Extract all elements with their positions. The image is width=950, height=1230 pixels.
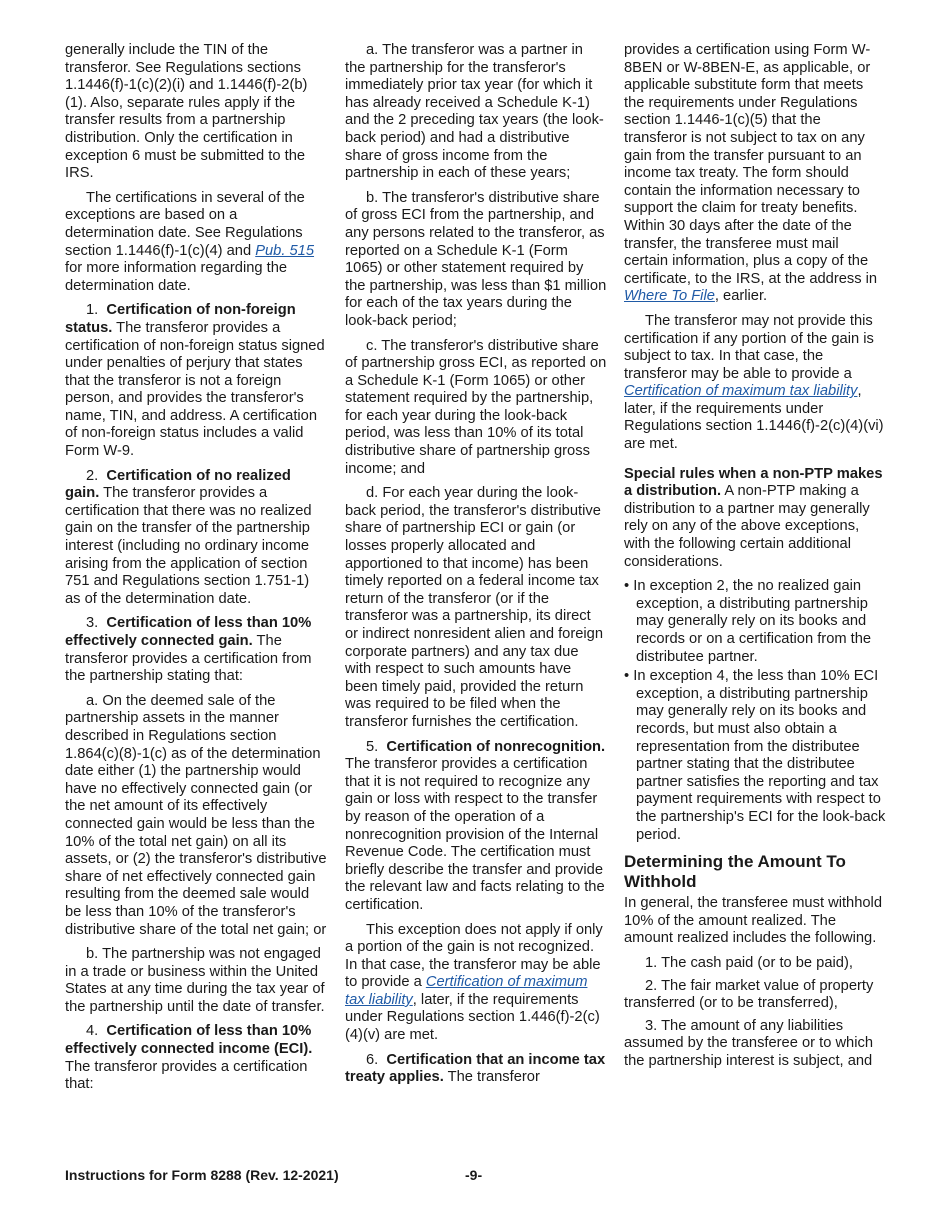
exception-2-text: The transferor provides a certification that there was no realized gain on the transfer of the partnership interest (including no ordinary income arising from the application of section 751 and Regulations section 1.751-1) as of the determination date. (65, 485, 312, 607)
exception-3 (65, 615, 327, 685)
exception-6-cont-a: provides a certification using Form W-8BEN or W-8BEN-E, as applicable, or applicable substitute form that meets the requirements under Regulations section 1.1446-1(c)(5) that the transferor is not subject to tax on any gain from the transfer pursuant to an income tax treaty. The form should contain the information necessary to support the claim for treaty benefits. Within 30 days after the date of the transfer, the transferee must mail certain information, plus a copy of the certificate, to the IRS, at the address in (624, 42, 878, 287)
amount-intro: In general, the transferee must withhold 10% of the amount realized. The amount realized includes the following. (624, 895, 882, 947)
exception-3-number: 3. (86, 615, 99, 632)
exception-1-text: The transferor provides a certification of non-foreign status signed under penalties of perjury that states that the transferor is not a foreign person, and provides the transferor's name, TIN, and address. A certification of non-foreign status includes a valid Form W-9. (65, 319, 325, 460)
special-rules-text: A non-PTP making a distribution to a partner may generally rely on any of the above exceptions, with the following certain additional considerations. (624, 483, 870, 570)
where-to-file-link[interactable]: Where To File (624, 288, 715, 305)
exception-6 (345, 1052, 607, 1087)
amount-item-3: 3. The amount of any liabilities assumed by the transferee or to which the partnership interest is subject, and (624, 1017, 873, 1069)
section-heading: Determining the Amount To Withhold (624, 852, 846, 892)
exception-4-text: The transferor provides a certification that: (65, 1058, 308, 1093)
pub-515-link[interactable]: Pub. 515 (255, 242, 315, 259)
exception-1-title: Certification of non-foreign status. (65, 302, 296, 336)
certifications-text-a: The certifications in several of the exceptions are based on a determination date. See Regulations section 1.1446(f)-1(c)(4) and (65, 189, 305, 259)
special-rules (624, 466, 886, 572)
max-tax-liability-link[interactable]: Certification of maximum tax liability (345, 974, 588, 1008)
exception-4-title: Certification of less than 10% effectively connected income (ECI). (65, 1023, 313, 1058)
exception-6-note (624, 313, 886, 454)
exception-4-number: 4. (86, 1023, 99, 1040)
exception-1 (65, 302, 327, 460)
exception-5-note-a: This exception does not apply if only a portion of the gain is not recognized. In that case, the transferor may be able to provide a (345, 921, 603, 991)
exception-4-item-d: d. For each year during the look-back period, the transferor's distributive share of partnership ECI or gain (or losses properly allocated and apportioned to that income) has been timely reported on a federal income tax return of the transferor (or if the transferor was a partnership, its direct or indirect nonresident alien and foreign corporate partners) and any tax due with respect to such amounts have been timely paid, provided the return was required to be filed when the transferor furnishes the certification. (345, 485, 604, 730)
bullet-text-2: In exception 4, the less than 10% ECI exception, a distributing partnership may generally rely on its books and records, but must also obtain a representation from the distributee partner stating that the distributee partner satisfies the reporting and tax payment requirements with respect to the partnership's ECI for the look-back period. (633, 668, 886, 843)
page-footer (65, 1167, 885, 1187)
exception-6-text: The transferor (443, 1069, 540, 1086)
exception-5-note (345, 922, 607, 1045)
exception-6-note-b: , later, if the requirements under Regulations section 1.1446(f)-2(c)(4)(vi) are met. (624, 383, 884, 453)
exception-6-number: 6. (366, 1051, 379, 1068)
exception-4-item-a: a. The transferor was a partner in the partnership for the transferor's immediately prior tax year (for which it has already received a Schedule K-1) and the 2 preceding tax years (the look-back period) and had a distributive share of gross income from the partnership in each of these years; (345, 42, 604, 182)
paragraph-continued: generally include the TIN of the transferor. See Regulations sections 1.1446(f)-1(c)(2)(i) and 1.1446(f)-2(b)(1). Also, separate rules apply if the transfer results from a partnership distribution. Only the certification in exception 6 must be submitted to the IRS. (65, 42, 308, 182)
exception-6-note-a: The transferor may not provide this certification if any portion of the gain is subject to tax. In that case, the transferor may be able to provide a (624, 312, 874, 382)
exception-3-item-b: b. The partnership was not engaged in a trade or business within the United States at any time during the tax year of the partnership until the date of transfer. (65, 946, 325, 1015)
exception-5-title: Certification of nonrecognition. (386, 738, 606, 755)
bullet-icon: • (624, 578, 630, 595)
paragraph-certifications (65, 190, 327, 296)
exception-4 (65, 1023, 327, 1093)
exception-2-number: 2. (86, 467, 99, 484)
bullet-text-1: In exception 2, the no realized gain exception, a distributing partnership may generally rely on its books and records or on a certification from the distributee partner. (633, 578, 872, 665)
footer-form-title: Instructions for Form 8288 (Rev. 12-2021) (65, 1167, 339, 1183)
certifications-text-b: for more information regarding the determination date. (65, 260, 288, 294)
exception-3-title: Certification of less than 10% effectively connected gain. (65, 615, 312, 649)
exception-6-continued (624, 42, 886, 306)
exception-5-note-b: , later, if the requirements under Regulations section 1.446(f)-2(c)(4)(v) are met. (345, 991, 600, 1044)
exception-5 (345, 739, 607, 915)
column-3 (624, 42, 886, 1075)
bullet-item-2 (624, 668, 886, 844)
max-tax-liability-link-2[interactable]: Certification of maximum tax liability (624, 383, 858, 400)
exception-4-item-c: c. The transferor's distributive share of partnership gross ECI, as reported on a Schedule K-1 (Form 1065) or other statement required by the partnership, for each year during the look-back period, was less than 10% of its total distributive share of partnership gross income; and (345, 337, 607, 477)
exception-5-number: 5. (366, 738, 379, 755)
exception-2-title: Certification of no realized gain. (65, 467, 291, 502)
exception-6-cont-b: , earlier. (714, 288, 768, 305)
amount-item-2: 2. The fair market value of property transferred (or to be transferred), (624, 977, 874, 1012)
amount-item-1: 1. The cash paid (or to be paid), (645, 954, 853, 971)
column-2 (345, 42, 607, 1094)
page-number: -9- (465, 1167, 483, 1183)
exception-2 (65, 468, 327, 609)
special-rules-title: Special rules when a non-PTP makes a distribution. (624, 465, 883, 500)
exception-3-text: The transferor provides a certification from the partnership stating that: (65, 633, 312, 685)
exception-3-item-a: a. On the deemed sale of the partnership assets in the manner described in Regulations section 1.864(c)(8)-1(c) as of the determination date either (1) the partnership would have no effectively connected gain (or the net amount of its effectively connected gain would be less than the 10% of the total net gain) on all its assets, or (2) the transferor's distributive share of net effectively connected gain resulting from the deemed sale would be less than 10% of the transferor's distributive share of the total net gain; or (65, 692, 327, 938)
exception-1-number: 1. (86, 302, 99, 319)
bullet-item-1 (624, 578, 886, 666)
column-1 (65, 42, 327, 1101)
exception-4-item-b: b. The transferor's distributive share of gross ECI from the partnership, and any persons related to the transferor, as reported on a Schedule K-1 (Form 1065) or other statement required by the partnership, was less than $1 million for each of the tax years during the look-back period; (345, 189, 607, 329)
exception-6-title: Certification that an income tax treaty applies. (345, 1051, 606, 1086)
bullet-icon: • (624, 668, 630, 685)
exception-5-text: The transferor provides a certification that it is not required to recognize any gain or loss with respect to the transfer by reason of the operation of a nonrecognition provision of the Internal Revenue Code. The certification must briefly describe the transfer and provide the relevant law and facts relating to the certification. (345, 756, 605, 913)
